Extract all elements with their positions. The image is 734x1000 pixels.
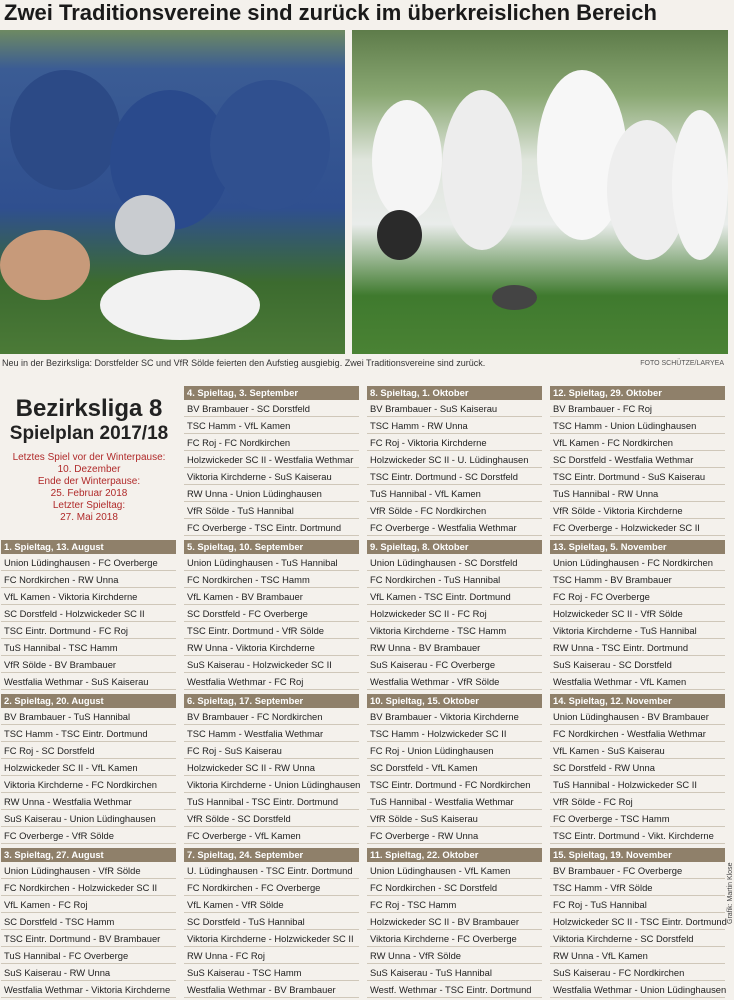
matchday-header: 1. Spieltag, 13. August (1, 540, 176, 554)
fixture-row: VfR Sölde - BV Brambauer (1, 656, 176, 673)
fixture-row: SuS Kaiserau - SC Dorstfeld (550, 656, 725, 673)
fixture-row: VfR Sölde - FC Nordkirchen (367, 502, 542, 519)
fixture-row: FC Roj - Viktoria Kirchderne (367, 434, 542, 451)
fixture-row: TSC Hamm - TSC Eintr. Dortmund (1, 725, 176, 742)
fixture-row: TSC Eintr. Dortmund - FC Roj (1, 622, 176, 639)
fixture-row: Holzwickeder SC II - TSC Eintr. Dortmund (550, 913, 725, 930)
fixture-row: VfR Sölde - SuS Kaiserau (367, 810, 542, 827)
fixture-row: FC Roj - FC Overberge (550, 588, 725, 605)
matchday-header: 12. Spieltag, 29. Oktober (550, 386, 725, 400)
fixture-row: FC Overberge - VfL Kamen (184, 827, 359, 844)
note-winter-end-label: Ende der Winterpause: (37, 476, 141, 487)
fixture-row: Union Lüdinghausen - TuS Hannibal (184, 554, 359, 571)
fixture-row: Union Lüdinghausen - VfL Kamen (367, 862, 542, 879)
schedule-title-box (0, 386, 178, 538)
fixture-row: Union Lüdinghausen - VfR Sölde (1, 862, 176, 879)
fixture-row: VfL Kamen - Viktoria Kirchderne (1, 588, 176, 605)
fixture-row: BV Brambauer - TuS Hannibal (1, 708, 176, 725)
fixture-row: Westfalia Wethmar - VfR Sölde (367, 673, 542, 690)
fixture-row: Viktoria Kirchderne - SuS Kaiserau (184, 468, 359, 485)
fixture-row: Viktoria Kirchderne - FC Nordkirchen (1, 776, 176, 793)
fixture-row: Viktoria Kirchderne - Union Lüdinghausen (184, 776, 359, 793)
fixture-row: TSC Hamm - Westfalia Wethmar (184, 725, 359, 742)
fixture-row: SC Dorstfeld - FC Overberge (184, 605, 359, 622)
fixture-row: TuS Hannibal - RW Unna (550, 485, 725, 502)
fixture-row: TSC Eintr. Dortmund - VfR Sölde (184, 622, 359, 639)
fixture-row: Viktoria Kirchderne - SC Dorstfeld (550, 930, 725, 947)
fixture-row: TSC Hamm - Holzwickeder SC II (367, 725, 542, 742)
caption-text: Neu in der Bezirksliga: Dorstfelder SC und VfR Sölde feierten den Aufstieg ausgiebig. Zwei Traditionsvereine sind zurück. (2, 358, 486, 368)
fixture-row: Union Lüdinghausen - SC Dorstfeld (367, 554, 542, 571)
photo-credit: FOTO SCHÜTZE/LARYEA (640, 360, 724, 367)
note-winter-break-date: 10. Dezember (57, 464, 121, 475)
fixture-row: FC Overberge - TSC Hamm (550, 810, 725, 827)
matchday-block (367, 386, 542, 536)
fixture-row: TSC Hamm - Union Lüdinghausen (550, 417, 725, 434)
fixture-row: FC Overberge - RW Unna (367, 827, 542, 844)
matchday-block (367, 540, 542, 690)
fixture-row: RW Unna - BV Brambauer (367, 639, 542, 656)
fixture-row: VfL Kamen - BV Brambauer (184, 588, 359, 605)
fixture-row: RW Unna - VfL Kamen (550, 947, 725, 964)
matchday-header: 7. Spieltag, 24. September (184, 848, 359, 862)
fixture-row: TuS Hannibal - Holzwickeder SC II (550, 776, 725, 793)
matchday-header: 2. Spieltag, 20. August (1, 694, 176, 708)
fixture-row: Union Lüdinghausen - BV Brambauer (550, 708, 725, 725)
fixture-row: VfR Sölde - Viktoria Kirchderne (550, 502, 725, 519)
fixture-row: BV Brambauer - FC Roj (550, 400, 725, 417)
fixture-row: SuS Kaiserau - Holzwickeder SC II (184, 656, 359, 673)
fixture-row: TuS Hannibal - VfL Kamen (367, 485, 542, 502)
matchday-header: 13. Spieltag, 5. November (550, 540, 725, 554)
matchday-block (184, 540, 359, 690)
fixture-row: SuS Kaiserau - TuS Hannibal (367, 964, 542, 981)
note-last-matchday-label: Letzter Spieltag: (52, 500, 126, 511)
fixture-row: TSC Eintr. Dortmund - SC Dorstfeld (367, 468, 542, 485)
fixture-row: FC Roj - SC Dorstfeld (1, 742, 176, 759)
fixture-row: Holzwickeder SC II - FC Roj (367, 605, 542, 622)
fixture-row: BV Brambauer - Viktoria Kirchderne (367, 708, 542, 725)
matchday-block (184, 848, 359, 998)
matchday-block (1, 848, 176, 998)
matchday-block (367, 694, 542, 844)
fixture-row: Viktoria Kirchderne - TSC Hamm (367, 622, 542, 639)
matchday-block (367, 848, 542, 998)
fixture-row: SC Dorstfeld - Westfalia Wethmar (550, 451, 725, 468)
fixture-row: FC Roj - Union Lüdinghausen (367, 742, 542, 759)
matchday-block (184, 386, 359, 536)
fixture-row: FC Roj - TuS Hannibal (550, 896, 725, 913)
schedule-subtitle: Spielplan 2017/18 (9, 423, 169, 444)
matchday-header: 5. Spieltag, 10. September (184, 540, 359, 554)
fixture-row: FC Overberge - TSC Eintr. Dortmund (184, 519, 359, 536)
fixture-row: TuS Hannibal - Westfalia Wethmar (367, 793, 542, 810)
photo-caption (2, 358, 726, 372)
matchday-block (1, 694, 176, 844)
fixture-row: VfR Sölde - SC Dorstfeld (184, 810, 359, 827)
fixture-row: BV Brambauer - FC Nordkirchen (184, 708, 359, 725)
matchday-header: 3. Spieltag, 27. August (1, 848, 176, 862)
fixture-row: VfR Sölde - TuS Hannibal (184, 502, 359, 519)
fixture-row: Holzwickeder SC II - Westfalia Wethmar (184, 451, 359, 468)
matchday-block (550, 540, 725, 690)
fixture-row: BV Brambauer - SuS Kaiserau (367, 400, 542, 417)
fixture-row: TSC Eintr. Dortmund - BV Brambauer (1, 930, 176, 947)
fixture-row: TSC Hamm - VfL Kamen (184, 417, 359, 434)
fixture-row: TuS Hannibal - FC Overberge (1, 947, 176, 964)
fixture-row: U. Lüdinghausen - TSC Eintr. Dortmund (184, 862, 359, 879)
fixture-row: SC Dorstfeld - TuS Hannibal (184, 913, 359, 930)
fixture-row: FC Overberge - VfR Sölde (1, 827, 176, 844)
fixture-row: Union Lüdinghausen - FC Overberge (1, 554, 176, 571)
fixture-row: SuS Kaiserau - FC Nordkirchen (550, 964, 725, 981)
fixture-row: BV Brambauer - FC Overberge (550, 862, 725, 879)
fixture-row: Holzwickeder SC II - VfL Kamen (1, 759, 176, 776)
fixture-row: Westfalia Wethmar - Union Lüdinghausen (550, 981, 725, 998)
league-title: Bezirksliga 8 (15, 395, 163, 422)
fixture-row: RW Unna - Union Lüdinghausen (184, 485, 359, 502)
matchday-header: 8. Spieltag, 1. Oktober (367, 386, 542, 400)
fixture-row: RW Unna - Westfalia Wethmar (1, 793, 176, 810)
fixture-row: SC Dorstfeld - Holzwickeder SC II (1, 605, 176, 622)
fixture-row: Viktoria Kirchderne - FC Overberge (367, 930, 542, 947)
matchday-block (550, 848, 725, 998)
note-winter-break-label: Letztes Spiel vor der Winterpause: (12, 452, 166, 463)
fixture-row: VfL Kamen - TSC Eintr. Dortmund (367, 588, 542, 605)
fixture-row: BV Brambauer - SC Dorstfeld (184, 400, 359, 417)
fixture-row: FC Roj - SuS Kaiserau (184, 742, 359, 759)
fixture-row: TSC Eintr. Dortmund - Vikt. Kirchderne (550, 827, 725, 844)
team-photo-dorstfeld (0, 30, 345, 354)
fixture-row: TSC Hamm - BV Brambauer (550, 571, 725, 588)
fixture-row: TuS Hannibal - TSC Hamm (1, 639, 176, 656)
fixture-row: TuS Hannibal - TSC Eintr. Dortmund (184, 793, 359, 810)
matchday-header: 11. Spieltag, 22. Oktober (367, 848, 542, 862)
matchday-block (550, 694, 725, 844)
fixture-row: TSC Eintr. Dortmund - SuS Kaiserau (550, 468, 725, 485)
fixture-row: Viktoria Kirchderne - Holzwickeder SC II (184, 930, 359, 947)
fixture-row: Westf. Wethmar - TSC Eintr. Dortmund (367, 981, 542, 998)
note-winter-end-date: 25. Februar 2018 (50, 488, 128, 499)
matchday-block (1, 540, 176, 690)
fixture-row: Westfalia Wethmar - FC Roj (184, 673, 359, 690)
fixture-row: Viktoria Kirchderne - TuS Hannibal (550, 622, 725, 639)
fixture-row: FC Nordkirchen - RW Unna (1, 571, 176, 588)
fixture-row: Holzwickeder SC II - U. Lüdinghausen (367, 451, 542, 468)
fixture-row: VfR Sölde - FC Roj (550, 793, 725, 810)
team-photo-soelde (352, 30, 728, 354)
fixture-row: RW Unna - TSC Eintr. Dortmund (550, 639, 725, 656)
matchday-header: 15. Spieltag, 19. November (550, 848, 725, 862)
article-headline: Zwei Traditionsvereine sind zurück im überkreislichen Bereich (4, 0, 657, 25)
fixture-row: VfL Kamen - SuS Kaiserau (550, 742, 725, 759)
matchday-header: 9. Spieltag, 8. Oktober (367, 540, 542, 554)
fixture-row: FC Nordkirchen - TuS Hannibal (367, 571, 542, 588)
matchday-header: 14. Spieltag, 12. November (550, 694, 725, 708)
fixture-row: Westfalia Wethmar - SuS Kaiserau (1, 673, 176, 690)
fixture-row: SC Dorstfeld - TSC Hamm (1, 913, 176, 930)
matchday-header: 10. Spieltag, 15. Oktober (367, 694, 542, 708)
fixture-row: SuS Kaiserau - FC Overberge (367, 656, 542, 673)
fixture-row: SuS Kaiserau - Union Lüdinghausen (1, 810, 176, 827)
fixture-row: TSC Hamm - VfR Sölde (550, 879, 725, 896)
fixture-row: FC Roj - TSC Hamm (367, 896, 542, 913)
fixture-row: FC Roj - FC Nordkirchen (184, 434, 359, 451)
fixture-row: Holzwickeder SC II - BV Brambauer (367, 913, 542, 930)
fixture-row: Westfalia Wethmar - VfL Kamen (550, 673, 725, 690)
fixture-row: FC Overberge - Westfalia Wethmar (367, 519, 542, 536)
fixture-row: Westfalia Wethmar - BV Brambauer (184, 981, 359, 998)
fixture-row: RW Unna - FC Roj (184, 947, 359, 964)
fixture-row: VfL Kamen - VfR Sölde (184, 896, 359, 913)
fixture-row: SC Dorstfeld - RW Unna (550, 759, 725, 776)
fixture-row: VfL Kamen - FC Roj (1, 896, 176, 913)
matchday-block (550, 386, 725, 536)
fixture-row: SC Dorstfeld - VfL Kamen (367, 759, 542, 776)
fixture-row: FC Nordkirchen - FC Overberge (184, 879, 359, 896)
fixture-row: TSC Hamm - RW Unna (367, 417, 542, 434)
fixture-row: FC Nordkirchen - TSC Hamm (184, 571, 359, 588)
note-last-matchday-date: 27. Mai 2018 (60, 512, 118, 523)
fixture-row: FC Nordkirchen - Westfalia Wethmar (550, 725, 725, 742)
fixture-row: Westfalia Wethmar - Viktoria Kirchderne (1, 981, 176, 998)
fixture-row: SuS Kaiserau - TSC Hamm (184, 964, 359, 981)
fixture-row: TSC Eintr. Dortmund - FC Nordkirchen (367, 776, 542, 793)
matchday-header: 6. Spieltag, 17. September (184, 694, 359, 708)
fixture-row: VfL Kamen - FC Nordkirchen (550, 434, 725, 451)
fixture-row: FC Nordkirchen - SC Dorstfeld (367, 879, 542, 896)
matchday-block (184, 694, 359, 844)
fixture-row: Holzwickeder SC II - RW Unna (184, 759, 359, 776)
fixture-row: FC Overberge - Holzwickeder SC II (550, 519, 725, 536)
fixture-row: RW Unna - VfR Sölde (367, 947, 542, 964)
fixture-row: Union Lüdinghausen - FC Nordkirchen (550, 554, 725, 571)
matchday-header: 4. Spieltag, 3. September (184, 386, 359, 400)
fixture-row: Holzwickeder SC II - VfR Sölde (550, 605, 725, 622)
fixture-row: FC Nordkirchen - Holzwickeder SC II (1, 879, 176, 896)
fixture-row: RW Unna - Viktoria Kirchderne (184, 639, 359, 656)
fixture-row: SuS Kaiserau - RW Unna (1, 964, 176, 981)
